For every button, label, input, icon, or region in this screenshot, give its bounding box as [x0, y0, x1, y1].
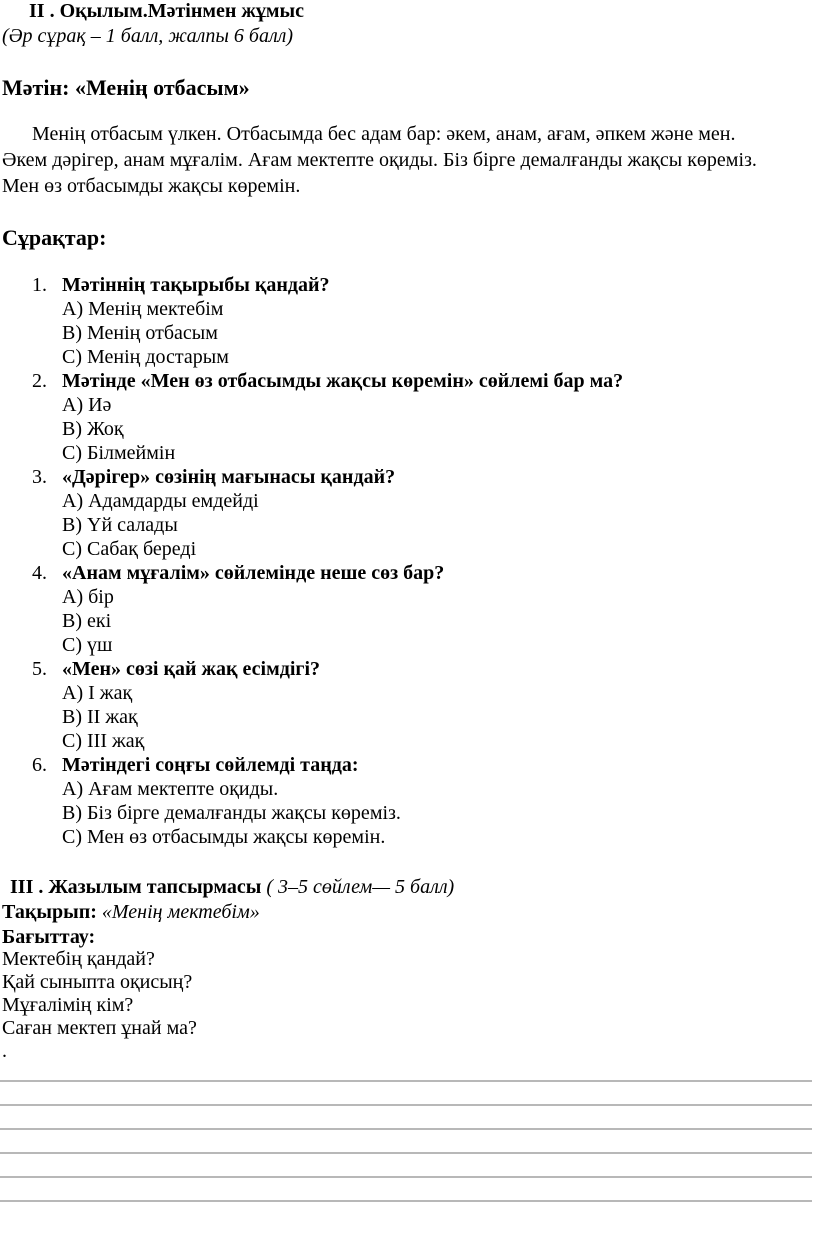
text-title: Мәтін: «Менің отбасым» [2, 75, 250, 100]
guide-prompt: Мұғалімің кім? [2, 994, 134, 1016]
question-header [32, 466, 792, 490]
writing-lines [0, 1080, 816, 1224]
answer-option: B) II жақ [62, 706, 138, 728]
question-header [32, 754, 792, 778]
section-2-scoring: (Әр сұрақ – 1 балл, жалпы 6 балл) [2, 25, 294, 47]
question-6 [32, 754, 792, 850]
answer-option: B) Жоқ [62, 418, 124, 440]
guide-prompts [2, 948, 197, 1063]
section-3-heading [10, 876, 454, 899]
writing-topic [2, 901, 260, 924]
question-1 [32, 274, 792, 370]
question-number: 5. [32, 658, 47, 680]
question-number: 1. [32, 274, 47, 296]
topic-value: «Менің мектебім» [101, 901, 260, 923]
guide-prompt: Қай сыныпта оқисың? [2, 971, 193, 993]
answer-option: B) Үй салады [62, 514, 178, 536]
reading-text-line: Әкем дәрігер, анам мұғалім. Ағам мектепте оқиды. Біз бірге демалғанды жақсы көреміз. [2, 149, 757, 171]
section-3-title: III . Жазылым тапсырмасы [10, 876, 262, 898]
writing-line[interactable] [0, 1104, 812, 1106]
question-number: 6. [32, 754, 47, 776]
question-3 [32, 466, 792, 562]
guide-prompt: Мектебің қандай? [2, 948, 155, 970]
writing-line[interactable] [0, 1080, 812, 1082]
answer-option: C) Сабақ береді [62, 538, 197, 560]
answer-option: A) Менің мектебім [62, 298, 224, 320]
answer-option: A) бір [62, 586, 114, 608]
writing-line[interactable] [0, 1200, 812, 1202]
question-list [32, 274, 792, 850]
questions-title: Сұрақтар: [2, 225, 107, 250]
guide-prompt: Саған мектеп ұнай ма? [2, 1017, 197, 1039]
section-2-heading: II . Оқылым.Мәтінмен жұмыс [29, 0, 305, 22]
answer-option: C) Білмеймін [62, 442, 176, 464]
answer-option: A) Ағам мектепте оқиды. [62, 778, 279, 800]
writing-line[interactable] [0, 1152, 812, 1154]
section-3-scoring: ( 3–5 сөйлем— 5 балл) [266, 876, 455, 898]
question-4 [32, 562, 792, 658]
guide-prompt: . [2, 1040, 7, 1062]
answer-option: A) I жақ [62, 682, 133, 704]
answer-option: C) Менің достарым [62, 346, 229, 368]
question-5 [32, 658, 792, 754]
guide-label: Бағыттау: [2, 926, 96, 948]
question-2 [32, 370, 792, 466]
question-header [32, 562, 792, 586]
answer-option: A) Адамдарды емдейді [62, 490, 259, 512]
question-text: Мәтінде «Мен өз отбасымды жақсы көремін» сөйлемі бар ма? [62, 370, 624, 392]
question-text: Мәтіннің тақырыбы қандай? [62, 274, 330, 296]
question-number: 4. [32, 562, 47, 584]
answer-option: B) Менің отбасым [62, 322, 218, 344]
writing-line[interactable] [0, 1128, 812, 1130]
answer-option: C) III жақ [62, 730, 145, 752]
question-text: «Мен» сөзі қай жақ есімдігі? [62, 658, 321, 680]
reading-text [2, 121, 802, 199]
question-number: 3. [32, 466, 47, 488]
question-text: Мәтіндегі соңғы сөйлемді таңда: [62, 754, 359, 776]
question-text: «Дәрігер» сөзінің мағынасы қандай? [62, 466, 396, 488]
answer-option: A) Иә [62, 394, 112, 416]
question-number: 2. [32, 370, 47, 392]
question-header [32, 658, 792, 682]
topic-label: Тақырып: [2, 901, 97, 923]
question-header [32, 274, 792, 298]
writing-line[interactable] [0, 1176, 812, 1178]
reading-text-line: Мен өз отбасымды жақсы көремін. [2, 175, 301, 197]
answer-option: B) Біз бірге демалғанды жақсы көреміз. [62, 802, 401, 824]
reading-text-line: Менің отбасым үлкен. Отбасымда бес адам бар: әкем, анам, ағам, әпкем және мен. [32, 123, 736, 145]
question-text: «Анам мұғалім» сөйлемінде неше сөз бар? [62, 562, 445, 584]
answer-option: B) екі [62, 610, 112, 632]
answer-option: C) Мен өз отбасымды жақсы көремін. [62, 826, 386, 848]
question-header [32, 370, 792, 394]
answer-option: C) үш [62, 634, 113, 656]
